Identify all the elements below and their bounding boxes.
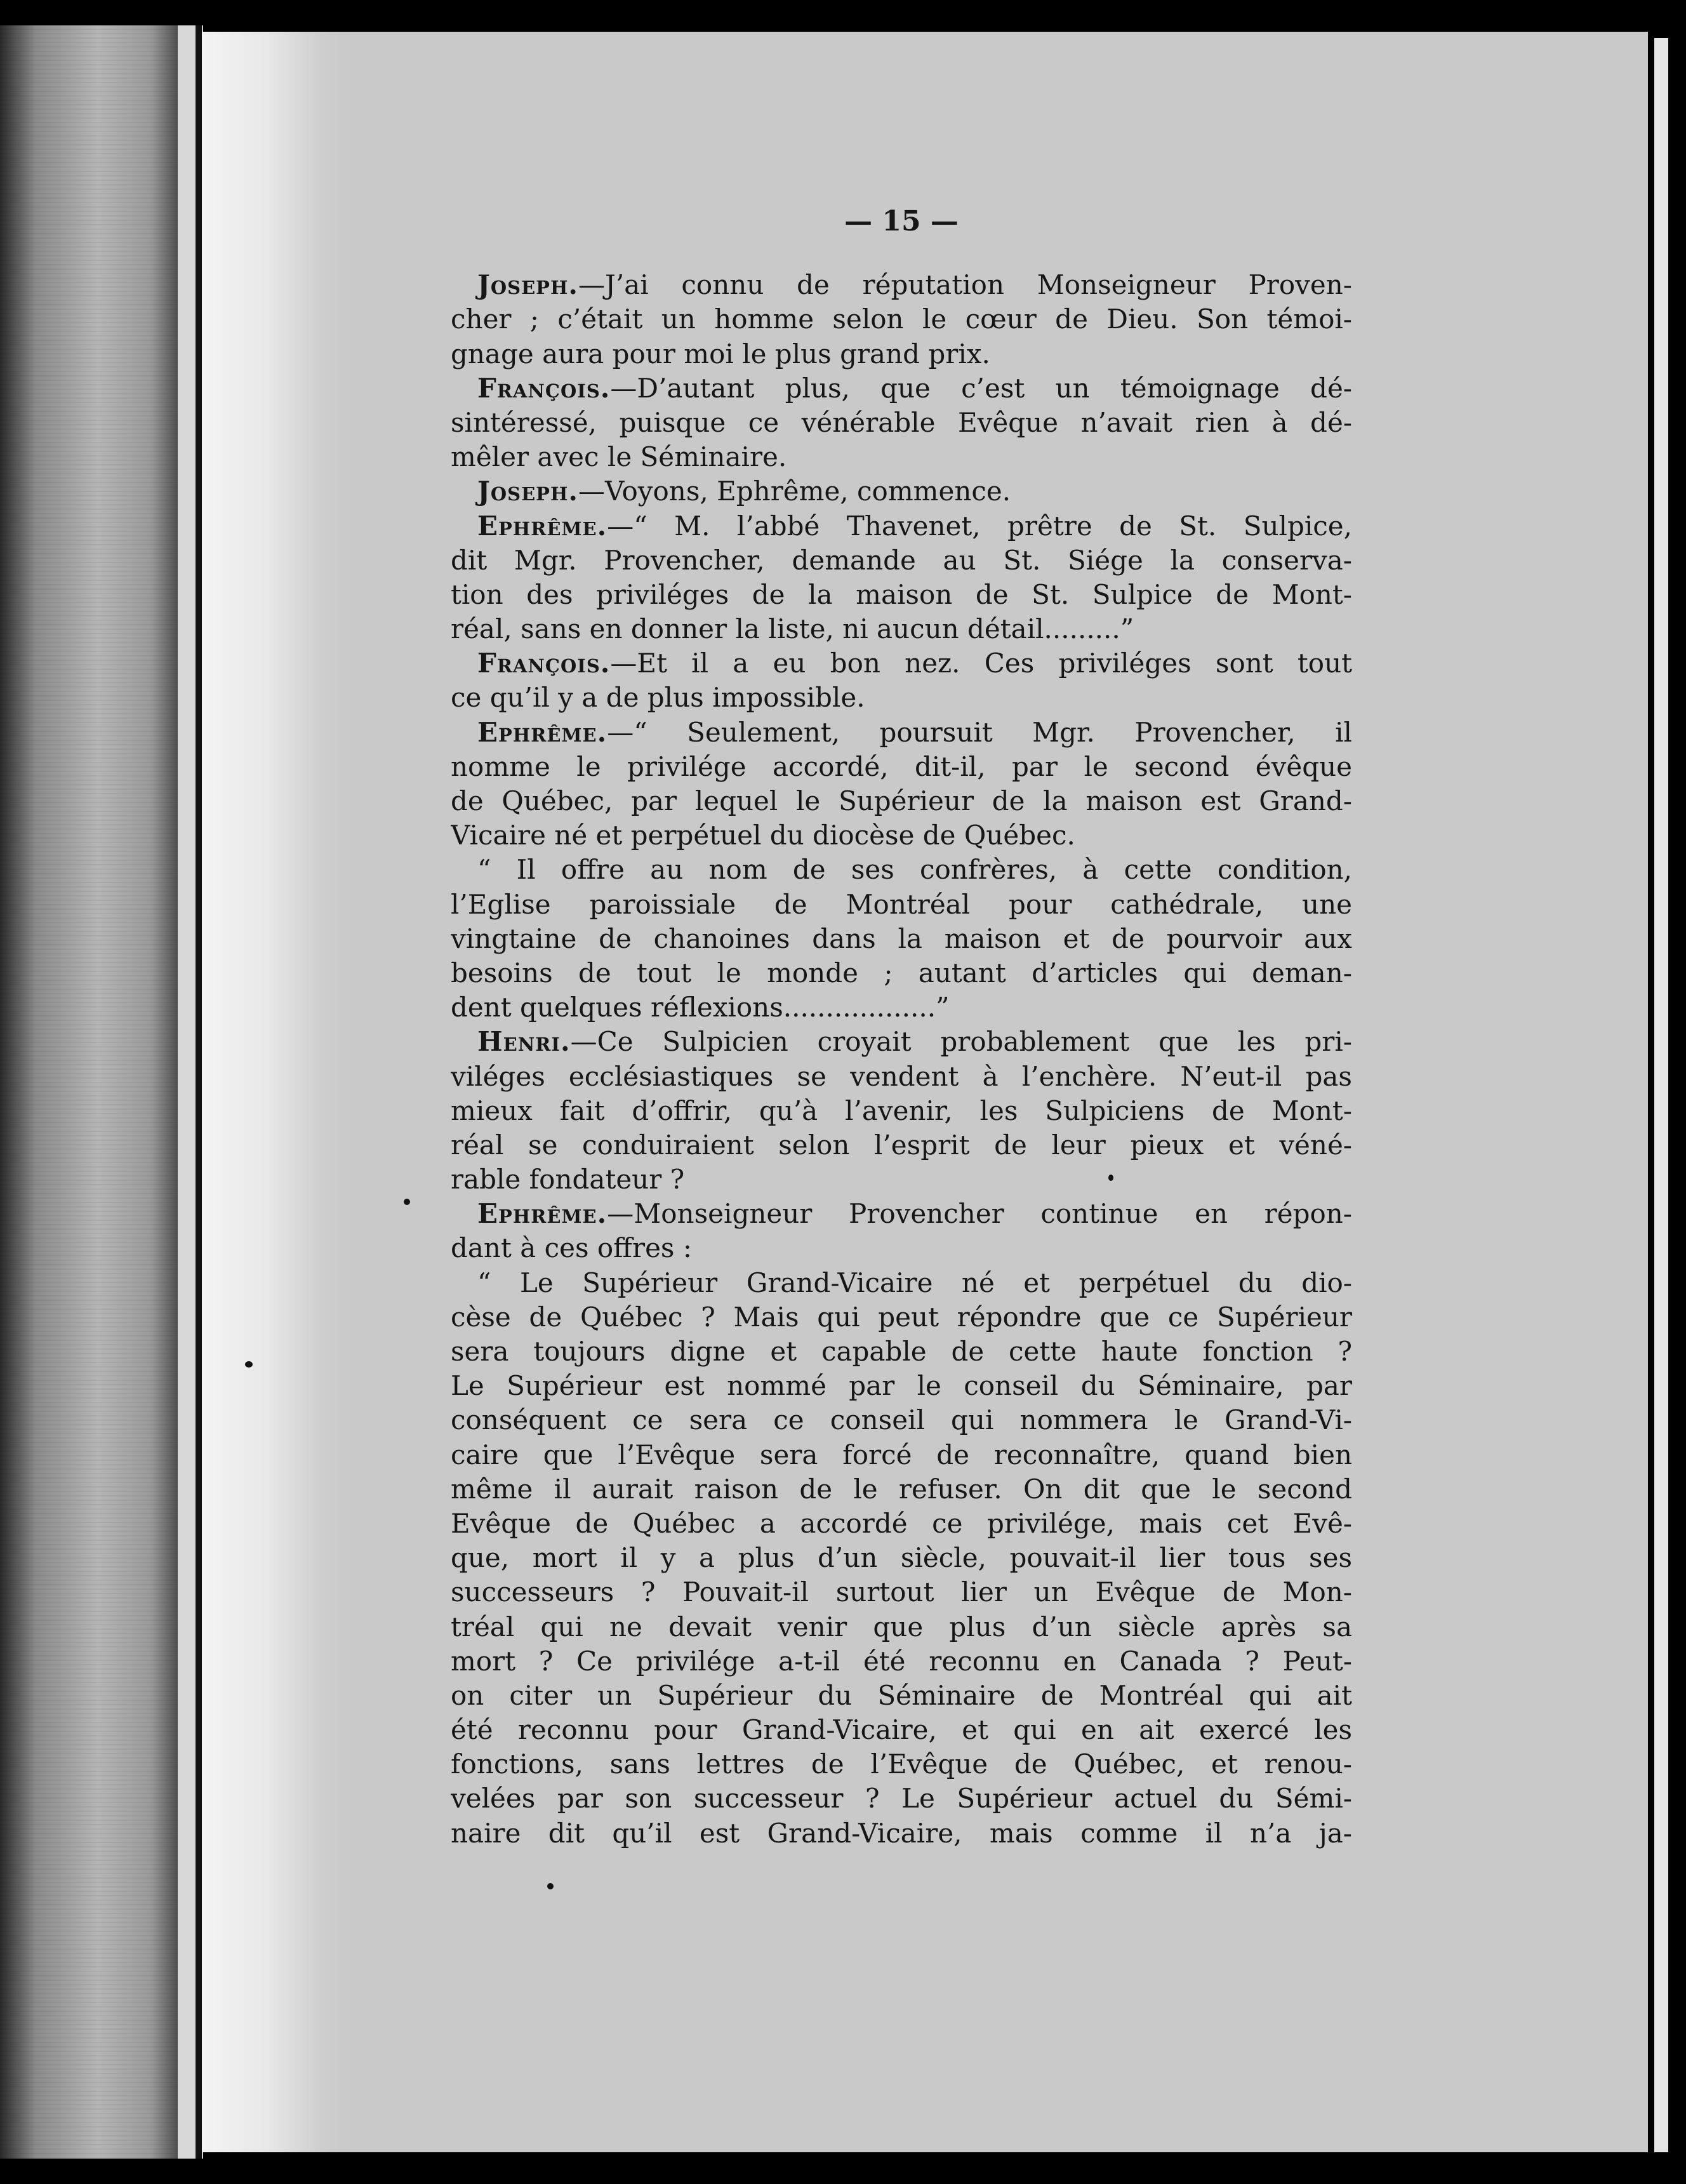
line-text: rable fondateur ? — [451, 1164, 685, 1195]
text-line — [451, 922, 1352, 956]
text-line — [451, 509, 1352, 543]
text-line — [451, 1472, 1352, 1507]
line-text: Evêque de Québec a accordé ce privilége, mais cet Evê- — [451, 1507, 1352, 1539]
line-text: sintéressé, puisque ce vénérable Evêque n’avait rien à dé- — [451, 406, 1352, 438]
line-text: tréal qui ne devait venir que plus d’un siècle après sa — [451, 1611, 1352, 1642]
line-text: besoins de tout le monde ; autant d’articles qui deman- — [451, 957, 1352, 989]
text-line — [451, 888, 1352, 922]
speaker-name: Joseph. — [477, 476, 579, 507]
line-text: mieux fait d’offrir, qu’à l’avenir, les Sulpiciens de Mont- — [451, 1095, 1352, 1126]
text-line — [451, 1713, 1352, 1747]
text-line — [451, 681, 1352, 715]
line-text: gnage aura pour moi le plus grand prix. — [451, 338, 990, 370]
text-line — [451, 1231, 1352, 1265]
text-line — [451, 1025, 1352, 1059]
line-text: on citer un Supérieur du Séminaire de Montréal qui ait — [451, 1679, 1352, 1711]
text-line — [451, 1679, 1352, 1713]
text-line — [451, 612, 1352, 646]
page-fold-highlight — [202, 32, 348, 2152]
right-page-edge-strip — [1654, 38, 1668, 2152]
text-line — [451, 1816, 1352, 1851]
line-text: —Monseigneur Provencher continue en répon- — [607, 1198, 1352, 1230]
line-text: même il aurait raison de le refuser. On dit que le second — [451, 1473, 1352, 1505]
text-line — [451, 1575, 1352, 1609]
speaker-name: Ephrême. — [477, 1198, 607, 1230]
text-line — [451, 784, 1352, 818]
text-line — [451, 1747, 1352, 1781]
ink-speck — [404, 1199, 410, 1205]
line-text: —Et il a eu bon nez. Ces priviléges sont tout — [610, 648, 1352, 679]
text-line — [451, 474, 1352, 509]
speaker-name: François. — [477, 372, 611, 404]
line-text: velées par son successeur ? Le Supérieur actuel du Sémi- — [451, 1783, 1352, 1814]
speaker-name: Henri. — [477, 1026, 571, 1058]
left-page-edge — [0, 25, 178, 2159]
text-line — [451, 1094, 1352, 1128]
line-text: “ Le Supérieur Grand-Vicaire né et perpétuel du dio- — [477, 1267, 1352, 1298]
text-line — [451, 1128, 1352, 1162]
line-text: cèse de Québec ? Mais qui peut répondre que ce Supérieur — [451, 1301, 1352, 1333]
text-line — [451, 578, 1352, 612]
line-text: l’Eglise paroissiale de Montréal pour cathédrale, une — [451, 888, 1352, 920]
text-line — [451, 990, 1352, 1025]
text-line — [451, 750, 1352, 784]
line-text: —“ M. l’abbé Thavenet, prêtre de St. Sulpice, — [607, 510, 1352, 542]
text-line — [451, 406, 1352, 440]
text-line — [451, 1266, 1352, 1300]
line-text: été reconnu pour Grand-Vicaire, et qui en ait exercé les — [451, 1714, 1352, 1746]
text-line — [451, 1610, 1352, 1644]
line-text: dant à ces offres : — [451, 1232, 692, 1264]
text-line — [451, 371, 1352, 406]
speaker-name: Ephrême. — [477, 716, 607, 748]
line-text: que, mort il y a plus d’un siècle, pouvait-il lier tous ses — [451, 1542, 1352, 1574]
text-line — [451, 853, 1352, 887]
line-text: dent quelques réflexions..................” — [451, 992, 950, 1023]
text-line — [451, 1197, 1352, 1231]
text-line — [451, 1369, 1352, 1403]
line-text: —Voyons, Ephrême, commence. — [578, 476, 1011, 507]
speaker-name: Joseph. — [477, 269, 579, 301]
line-text: —J’ai connu de réputation Monseigneur Proven- — [578, 269, 1352, 301]
page-body — [451, 204, 1352, 1851]
text-line — [451, 956, 1352, 990]
line-text: viléges ecclésiastiques se vendent à l’enchère. N’eut-il pas — [451, 1060, 1352, 1092]
text-line — [451, 302, 1352, 336]
speaker-name: François. — [477, 648, 611, 679]
text-line — [451, 646, 1352, 681]
text-line — [451, 716, 1352, 750]
page-number: — 15 — — [844, 205, 959, 237]
text-line — [451, 1781, 1352, 1816]
line-text: ce qu’il y a de plus impossible. — [451, 682, 865, 714]
line-text: —“ Seulement, poursuit Mgr. Provencher, il — [607, 716, 1352, 748]
text-line — [451, 1335, 1352, 1369]
text-line — [451, 1541, 1352, 1575]
line-text: —D’autant plus, que c’est un témoignage dé- — [610, 372, 1352, 404]
line-text: fonctions, sans lettres de l’Evêque de Québec, et renou- — [451, 1748, 1352, 1780]
line-text: caire que l’Evêque sera forcé de reconnaître, quand bien — [451, 1439, 1352, 1470]
line-text: de Québec, par lequel le Supérieur de la maison est Grand- — [451, 785, 1352, 817]
line-text: “ Il offre au nom de ses confrères, à cette condition, — [477, 854, 1352, 886]
text-lines — [451, 268, 1352, 1851]
text-line — [451, 1300, 1352, 1335]
line-text: naire dit qu’il est Grand-Vicaire, mais comme il n’a ja- — [451, 1817, 1352, 1849]
text-line — [451, 1644, 1352, 1679]
line-text: vingtaine de chanoines dans la maison et de pourvoir aux — [451, 922, 1352, 954]
ink-speck — [547, 1883, 554, 1889]
line-text: conséquent ce sera ce conseil qui nommera le Grand-Vi- — [451, 1404, 1352, 1436]
text-line — [451, 1060, 1352, 1094]
text-line — [451, 268, 1352, 302]
line-text: sera toujours digne et capable de cette haute fonction ? — [451, 1336, 1352, 1368]
line-text: réal, sans en donner la liste, ni aucun détail.........” — [451, 613, 1134, 645]
ink-speck — [245, 1361, 253, 1368]
line-text: mêler avec le Séminaire. — [451, 441, 787, 473]
line-text: dit Mgr. Provencher, demande au St. Siége la conserva- — [451, 544, 1352, 576]
text-line — [451, 1162, 1352, 1197]
text-line — [451, 337, 1352, 371]
text-line — [451, 1438, 1352, 1472]
line-text: nomme le privilége accordé, dit-il, par le second évêque — [451, 750, 1352, 782]
line-text: mort ? Ce privilége a-t-il été reconnu en Canada ? Peut- — [451, 1645, 1352, 1677]
line-text: réal se conduiraient selon l’esprit de leur pieux et véné- — [451, 1129, 1352, 1161]
line-text: cher ; c’était un homme selon le cœur de Dieu. Son témoi- — [451, 303, 1352, 335]
text-line — [451, 1403, 1352, 1437]
text-line — [451, 543, 1352, 578]
line-text: tion des priviléges de la maison de St. Sulpice de Mont- — [451, 578, 1352, 610]
line-text: successeurs ? Pouvait-il surtout lier un Evêque de Mon- — [451, 1576, 1352, 1608]
text-line — [451, 440, 1352, 474]
line-text: Vicaire né et perpétuel du diocèse de Québec. — [451, 820, 1075, 851]
line-text: —Ce Sulpicien croyait probablement que les pri- — [570, 1026, 1352, 1058]
text-line — [451, 1507, 1352, 1541]
binding-line — [196, 25, 202, 2159]
line-text: Le Supérieur est nommé par le conseil du Séminaire, par — [451, 1370, 1352, 1402]
speaker-name: Ephrême. — [477, 510, 607, 542]
text-line — [451, 818, 1352, 853]
